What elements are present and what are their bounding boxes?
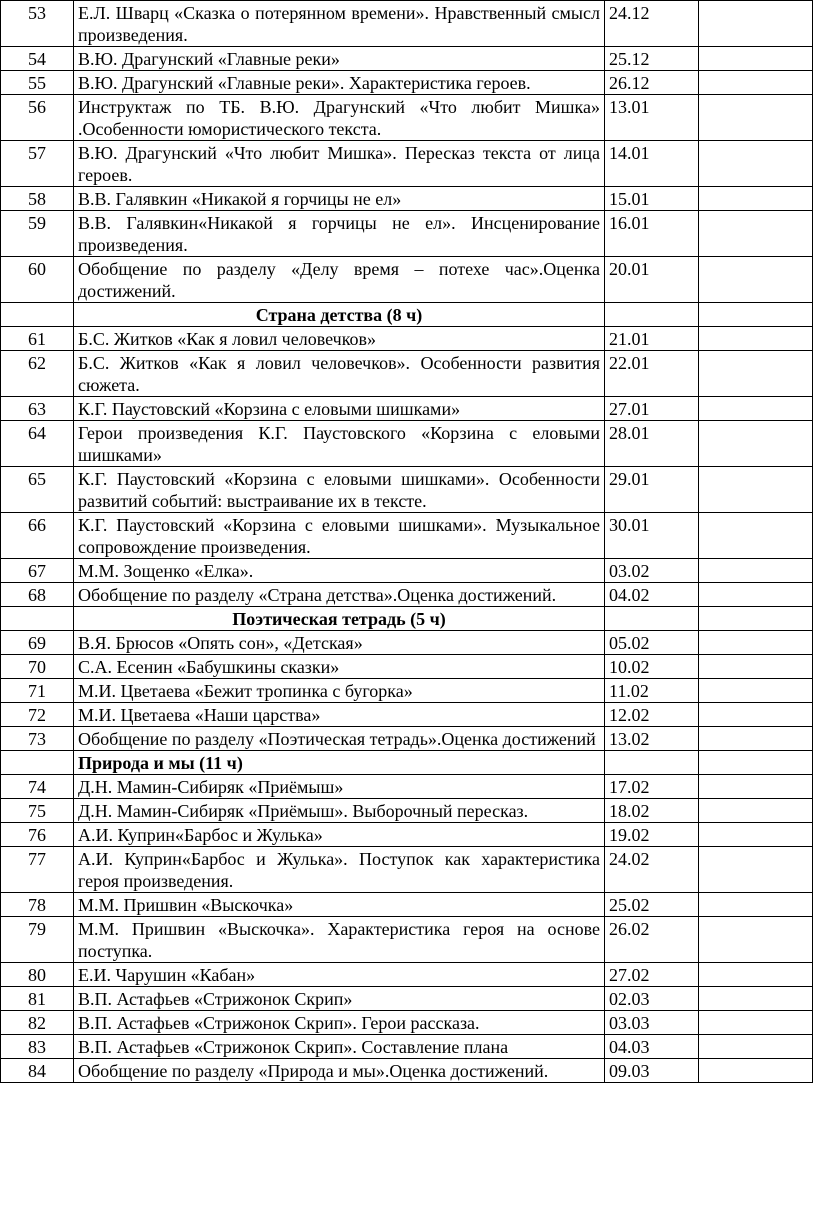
lesson-note [699,727,813,751]
lesson-topic: М.М. Пришвин «Выскочка». Характеристика героя на основе поступка. [74,917,605,963]
lesson-row [1,583,813,607]
lesson-number: 54 [1,47,74,71]
lesson-date: 24.02 [605,847,699,893]
lesson-topic: М.М. Зощенко «Елка». [74,559,605,583]
lesson-topic: В.В. Галявкин«Никакой я горчицы не ел». Инсценирование произведения. [74,211,605,257]
lesson-number: 78 [1,893,74,917]
lesson-note [699,1059,813,1083]
lesson-date: 15.01 [605,187,699,211]
lesson-note [699,71,813,95]
lesson-date: 04.02 [605,583,699,607]
lesson-topic: В.Ю. Драгунский «Главные реки» [74,47,605,71]
section-title: Природа и мы (11 ч) [74,751,605,775]
section-header-row [1,751,813,775]
lesson-topic: В.Ю. Драгунский «Главные реки». Характеристика героев. [74,71,605,95]
lesson-date: 19.02 [605,823,699,847]
lesson-row [1,823,813,847]
lesson-row [1,187,813,211]
empty-cell [1,607,74,631]
lesson-topic: В.Ю. Драгунский «Что любит Мишка». Пересказ текста от лица героев. [74,141,605,187]
lesson-row [1,141,813,187]
lesson-date: 03.02 [605,559,699,583]
lesson-number: 67 [1,559,74,583]
lesson-date: 27.01 [605,397,699,421]
lesson-number: 53 [1,1,74,47]
lesson-row [1,655,813,679]
lesson-number: 59 [1,211,74,257]
lesson-row [1,963,813,987]
lesson-date: 02.03 [605,987,699,1011]
lesson-note [699,655,813,679]
lesson-note [699,799,813,823]
lesson-topic: М.М. Пришвин «Выскочка» [74,893,605,917]
lesson-row [1,257,813,303]
empty-cell [605,303,699,327]
lesson-topic: Е.И. Чарушин «Кабан» [74,963,605,987]
empty-cell [1,751,74,775]
lesson-number: 70 [1,655,74,679]
lesson-topic: К.Г. Паустовский «Корзина с еловыми шишками». Музыкальное сопровождение произведения. [74,513,605,559]
lesson-note [699,917,813,963]
lesson-row [1,467,813,513]
section-title: Поэтическая тетрадь (5 ч) [74,607,605,631]
lesson-topic: Б.С. Житков «Как я ловил человечков» [74,327,605,351]
lesson-note [699,327,813,351]
lesson-number: 63 [1,397,74,421]
lesson-number: 81 [1,987,74,1011]
lesson-topic: А.И. Куприн«Барбос и Жулька». Поступок как характеристика героя произведения. [74,847,605,893]
lesson-date: 27.02 [605,963,699,987]
lesson-row [1,847,813,893]
lesson-row [1,71,813,95]
lesson-row [1,727,813,751]
lesson-note [699,1,813,47]
lesson-note [699,583,813,607]
empty-cell [605,607,699,631]
lesson-row [1,327,813,351]
lesson-date: 14.01 [605,141,699,187]
lesson-note [699,47,813,71]
lesson-row [1,351,813,397]
lesson-date: 26.02 [605,917,699,963]
section-header-row [1,607,813,631]
lesson-date: 26.12 [605,71,699,95]
lesson-topic: М.И. Цветаева «Бежит тропинка с бугорка» [74,679,605,703]
lesson-plan-body [1,1,813,1083]
lesson-note [699,559,813,583]
lesson-number: 83 [1,1035,74,1059]
lesson-row [1,559,813,583]
lesson-number: 62 [1,351,74,397]
lesson-row [1,679,813,703]
lesson-topic: М.И. Цветаева «Наши царства» [74,703,605,727]
lesson-note [699,847,813,893]
lesson-note [699,467,813,513]
lesson-date: 29.01 [605,467,699,513]
lesson-row [1,775,813,799]
lesson-number: 57 [1,141,74,187]
lesson-note [699,987,813,1011]
lesson-topic: В.П. Астафьев «Стрижонок Скрип». Герои рассказа. [74,1011,605,1035]
lesson-row [1,47,813,71]
lesson-row [1,211,813,257]
lesson-note [699,1011,813,1035]
lesson-date: 30.01 [605,513,699,559]
lesson-topic: Б.С. Житков «Как я ловил человечков». Особенности развития сюжета. [74,351,605,397]
lesson-topic: Обобщение по разделу «Делу время – потехе час».Оценка достижений. [74,257,605,303]
lesson-topic: В.В. Галявкин «Никакой я горчицы не ел» [74,187,605,211]
lesson-row [1,631,813,655]
lesson-note [699,775,813,799]
lesson-number: 65 [1,467,74,513]
lesson-date: 11.02 [605,679,699,703]
lesson-topic: Инструктаж по ТБ. В.Ю. Драгунский «Что любит Мишка» .Особенности юмористического текста. [74,95,605,141]
lesson-row [1,1035,813,1059]
lesson-note [699,397,813,421]
lesson-note [699,421,813,467]
lesson-date: 10.02 [605,655,699,679]
lesson-note [699,141,813,187]
lesson-row [1,917,813,963]
lesson-date: 25.12 [605,47,699,71]
lesson-topic: Обобщение по разделу «Поэтическая тетрадь».Оценка достижений [74,727,605,751]
lesson-topic: В.П. Астафьев «Стрижонок Скрип» [74,987,605,1011]
lesson-number: 55 [1,71,74,95]
lesson-number: 79 [1,917,74,963]
lesson-note [699,631,813,655]
lesson-date: 04.03 [605,1035,699,1059]
lesson-note [699,963,813,987]
lesson-topic: С.А. Есенин «Бабушкины сказки» [74,655,605,679]
lesson-number: 76 [1,823,74,847]
lesson-number: 58 [1,187,74,211]
lesson-date: 22.01 [605,351,699,397]
lesson-row [1,987,813,1011]
lesson-note [699,351,813,397]
lesson-date: 18.02 [605,799,699,823]
lesson-note [699,823,813,847]
lesson-date: 13.02 [605,727,699,751]
lesson-number: 72 [1,703,74,727]
lesson-topic: К.Г. Паустовский «Корзина с еловыми шишками» [74,397,605,421]
lesson-topic: В.Я. Брюсов «Опять сон», «Детская» [74,631,605,655]
lesson-topic: В.П. Астафьев «Стрижонок Скрип». Составление плана [74,1035,605,1059]
empty-cell [605,751,699,775]
empty-cell [699,303,813,327]
lesson-number: 64 [1,421,74,467]
lesson-row [1,397,813,421]
lesson-note [699,187,813,211]
lesson-row [1,95,813,141]
lesson-topic: Герои произведения К.Г. Паустовского «Корзина с еловыми шишками» [74,421,605,467]
lesson-topic: Обобщение по разделу «Природа и мы».Оценка достижений. [74,1059,605,1083]
lesson-date: 25.02 [605,893,699,917]
lesson-note [699,893,813,917]
lesson-date: 17.02 [605,775,699,799]
empty-cell [699,607,813,631]
lesson-number: 82 [1,1011,74,1035]
lesson-number: 84 [1,1059,74,1083]
lesson-topic: Д.Н. Мамин-Сибиряк «Приёмыш». Выборочный пересказ. [74,799,605,823]
lesson-date: 16.01 [605,211,699,257]
lesson-row [1,799,813,823]
lesson-number: 74 [1,775,74,799]
lesson-note [699,257,813,303]
lesson-number: 60 [1,257,74,303]
lesson-date: 13.01 [605,95,699,141]
lesson-number: 68 [1,583,74,607]
lesson-note [699,211,813,257]
lesson-topic: А.И. Куприн«Барбос и Жулька» [74,823,605,847]
lesson-note [699,703,813,727]
lesson-row [1,1059,813,1083]
lesson-date: 28.01 [605,421,699,467]
lesson-row [1,421,813,467]
lesson-date: 03.03 [605,1011,699,1035]
lesson-note [699,95,813,141]
lesson-date: 24.12 [605,1,699,47]
lesson-note [699,513,813,559]
lesson-number: 71 [1,679,74,703]
lesson-topic: Е.Л. Шварц «Сказка о потерянном времени». Нравственный смысл произведения. [74,1,605,47]
section-title: Страна детства (8 ч) [74,303,605,327]
lesson-note [699,1035,813,1059]
lesson-number: 56 [1,95,74,141]
lesson-number: 66 [1,513,74,559]
lesson-number: 73 [1,727,74,751]
lesson-topic: Д.Н. Мамин-Сибиряк «Приёмыш» [74,775,605,799]
lesson-row [1,513,813,559]
lesson-row [1,893,813,917]
empty-cell [1,303,74,327]
lesson-date: 20.01 [605,257,699,303]
lesson-row [1,703,813,727]
lesson-topic: К.Г. Паустовский «Корзина с еловыми шишками». Особенности развитий событий: выстраивание их в тексте. [74,467,605,513]
lesson-date: 09.03 [605,1059,699,1083]
lesson-date: 12.02 [605,703,699,727]
lesson-number: 75 [1,799,74,823]
lesson-number: 61 [1,327,74,351]
lesson-topic: Обобщение по разделу «Страна детства».Оценка достижений. [74,583,605,607]
lesson-number: 80 [1,963,74,987]
lesson-note [699,679,813,703]
lesson-number: 69 [1,631,74,655]
section-header-row [1,303,813,327]
lesson-date: 21.01 [605,327,699,351]
lesson-row [1,1,813,47]
lesson-number: 77 [1,847,74,893]
lesson-date: 05.02 [605,631,699,655]
empty-cell [699,751,813,775]
lesson-row [1,1011,813,1035]
